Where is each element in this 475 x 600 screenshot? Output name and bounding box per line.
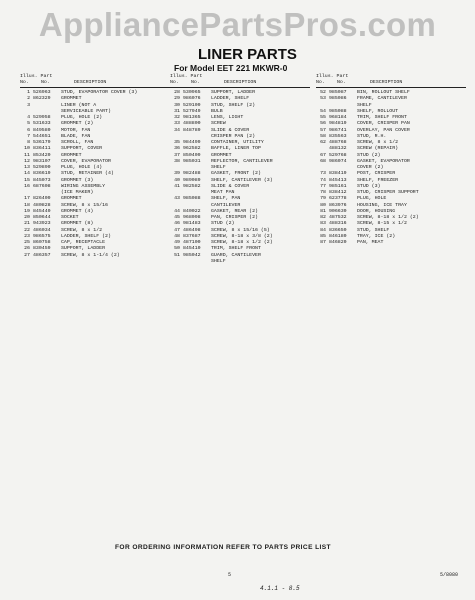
illus-number: 58	[320, 133, 326, 139]
part-description: SCREW, 8 x 1/2	[357, 140, 399, 145]
part-description: LINER (NOT A	[61, 102, 97, 108]
part-number: 962582	[183, 146, 201, 152]
part-number: 846180	[329, 233, 347, 239]
part-number: 836650	[329, 227, 347, 233]
part-description: SUPPORT, LADDER	[211, 90, 256, 95]
part-number: 863976	[329, 202, 347, 208]
illus-number: 14	[24, 171, 30, 177]
part-description: GROMMET (4)	[61, 208, 94, 214]
illus-number: 16	[24, 183, 30, 189]
illus-number: 87	[320, 240, 326, 245]
illus-number: 39	[174, 171, 180, 177]
illus-number: 74	[320, 177, 326, 183]
page-title: LINER PARTS	[198, 46, 297, 63]
part-number: 981483	[183, 221, 201, 227]
part-description: BIN, ROLLOUT SHELF	[357, 90, 410, 95]
part-number: 488316	[329, 221, 347, 227]
illus-number: 2	[27, 96, 30, 102]
ordering-note: FOR ORDERING INFORMATION REFER TO PARTS PRICE LIST	[115, 544, 331, 551]
illus-number: 23	[24, 233, 30, 239]
illus-number: 46	[174, 221, 180, 227]
part-number: 835563	[329, 133, 347, 139]
part-number: 529109	[183, 102, 201, 108]
part-description: SHELF	[211, 258, 226, 264]
part-description: GROMMET (2)	[61, 121, 94, 127]
part-number: 986575	[33, 233, 51, 239]
part-number: 488768	[329, 140, 347, 145]
column-header	[20, 74, 170, 87]
part-number: 982582	[183, 183, 201, 189]
illus-number: 56	[320, 121, 326, 127]
part-description: SHELF	[357, 102, 372, 108]
part-number: 623778	[329, 196, 347, 202]
part-number: 840022	[183, 208, 201, 214]
illus-number: 15	[24, 177, 30, 183]
part-description: CAP, RECEPTACLE	[61, 240, 106, 245]
illus-number: 38	[174, 158, 180, 164]
part-description: SHELF, PAN	[211, 196, 241, 202]
illus-number: 57	[320, 127, 326, 133]
illus-number: 47	[174, 227, 180, 233]
part-number: 853420	[33, 152, 51, 158]
part-number: 985042	[183, 252, 201, 258]
part-description: GASKET, EVAPORATOR	[357, 158, 410, 164]
part-description: STUD (2)	[357, 152, 381, 158]
header-no2: No.	[337, 80, 346, 85]
illus-number: 27	[24, 252, 30, 258]
illus-number: 21	[24, 221, 30, 227]
part-number: 984819	[329, 121, 347, 127]
part-description: GROMMET	[61, 196, 82, 202]
part-description: COVER, EVAPORATOR	[61, 158, 111, 164]
part-number: 486034	[33, 227, 51, 233]
part-number: 862329	[33, 96, 51, 102]
part-number: 845440	[33, 208, 51, 214]
part-number: 986076	[183, 96, 201, 102]
part-number: 985031	[183, 158, 201, 164]
illus-number: 73	[320, 171, 326, 177]
header-no2: No.	[191, 80, 200, 85]
illus-number: 29	[174, 96, 180, 102]
part-description: SCREW, 8-18 x 3/8 (2)	[211, 233, 273, 239]
part-number: 986074	[329, 158, 347, 164]
part-number: 836619	[33, 171, 51, 177]
part-number: 687608	[33, 183, 51, 189]
header-no2: No.	[41, 80, 50, 85]
illus-number: 81	[320, 208, 326, 214]
part-description: SCREW, 8 x 15/16 (5)	[211, 227, 270, 233]
part-number: 488800	[183, 121, 201, 127]
part-description: SUPPORT, COVER	[61, 146, 103, 152]
part-row	[170, 259, 310, 265]
header-no: No.	[316, 80, 325, 85]
part-description: LENS, LIGHT	[211, 115, 244, 120]
part-description: SCREW, 8 x 1/2	[61, 227, 103, 233]
part-description: BAFFLE, LINER TOP	[211, 146, 261, 152]
part-description: GASKET, FRONT (2)	[211, 171, 261, 177]
part-description: STUD, SHELF	[357, 227, 390, 233]
part-description: SHELF	[211, 165, 226, 170]
part-description: STUD (3)	[357, 183, 381, 189]
part-number: 968184	[329, 115, 347, 120]
part-number: 826409	[33, 196, 51, 202]
part-number: 981365	[183, 115, 201, 120]
part-number: 486498	[183, 227, 201, 233]
part-description: TRAY, ICE (2)	[357, 233, 396, 239]
part-number: 943923	[33, 221, 51, 227]
illus-number: 12	[24, 158, 30, 164]
illus-number: 62	[320, 140, 326, 145]
illus-number: 84	[320, 227, 326, 233]
part-description: SERVICEABLE PART)	[61, 108, 111, 114]
part-description: TRIM, SHELF FRONT	[357, 115, 407, 120]
header-illus: Illus. Part	[170, 74, 203, 79]
part-description: STUD, CRISPER SUPPORT	[357, 190, 419, 195]
part-description: POST, CRISPER	[357, 171, 396, 177]
part-number: 848789	[183, 127, 201, 133]
header-description: DESCRIPTION	[224, 80, 257, 85]
illus-number: 26	[24, 246, 30, 252]
part-description: FRAME, CANTILEVER	[357, 96, 407, 102]
part-description: CANTILEVER	[211, 202, 241, 208]
part-description: SCREW, 8-15 x 1/2	[357, 221, 407, 227]
illus-number: 54	[320, 108, 326, 114]
illus-number: 17	[24, 196, 30, 202]
parts-column-3	[316, 74, 466, 246]
handwritten-mark: 4.1.1 - 8.5	[260, 585, 300, 592]
part-number: 986741	[329, 127, 347, 133]
part-description: STUD (2)	[211, 221, 235, 227]
document-code: 5/8080	[440, 572, 459, 578]
illus-number: 50	[174, 246, 180, 252]
part-description: LADDER, SHELF (2)	[61, 233, 111, 239]
part-description: SHELF, FREEZER	[357, 177, 399, 183]
parts-column-1	[20, 74, 170, 259]
illus-number: 28	[174, 90, 180, 95]
part-description: DOOR, HOUSING	[357, 208, 396, 214]
illus-number: 6	[27, 127, 30, 133]
part-description: PLUG, HOLE	[357, 196, 387, 202]
part-number: 488132	[329, 146, 347, 152]
illus-number: 31	[174, 108, 180, 114]
part-description: REFLECTOR, CANTILEVER	[211, 158, 273, 164]
illus-number: 83	[320, 221, 326, 227]
part-number: 487100	[183, 240, 201, 245]
part-description: SCREW, 8-18 x 1/2 (2)	[357, 215, 419, 220]
illus-number: 25	[24, 240, 30, 245]
illus-number: 49	[174, 240, 180, 245]
illus-number: 11	[24, 152, 30, 158]
part-number: 526963	[33, 90, 51, 95]
illus-number: 67	[320, 152, 326, 158]
page-number: 5	[228, 572, 232, 578]
part-description: STUD, RETAINER (4)	[61, 171, 114, 177]
illus-number: 34	[174, 127, 180, 133]
part-number: 845413	[329, 177, 347, 183]
part-description: STUD, R.H.	[357, 133, 387, 139]
part-number: 906630	[329, 208, 347, 214]
part-description: MEAT PAN	[211, 190, 235, 195]
part-description: GASKET, REAR (2)	[211, 208, 258, 214]
column-header	[170, 74, 310, 87]
part-number: 850409	[183, 152, 201, 158]
illus-number: 13	[24, 165, 30, 170]
part-number: 846820	[329, 240, 347, 245]
part-description: PAN, CRISPER (2)	[211, 215, 258, 220]
part-number: 838412	[329, 190, 347, 195]
part-description: SCREW, 8 x 1-1/4 (2)	[61, 252, 120, 258]
part-number: 849580	[33, 127, 51, 133]
part-number: 531633	[33, 121, 51, 127]
header-description: DESCRIPTION	[74, 80, 107, 85]
part-number: 985087	[329, 90, 347, 95]
illus-number: 35	[174, 140, 180, 145]
illus-number: 37	[174, 152, 180, 158]
part-description: WIRING ASSEMBLY	[61, 183, 106, 189]
part-number: 984499	[183, 140, 201, 145]
part-number: 983107	[33, 158, 51, 164]
part-description: BULB	[211, 108, 223, 114]
illus-number: 36	[174, 146, 180, 152]
part-description: GROMMET (3)	[61, 177, 94, 183]
part-description: LADDER, SHELF	[211, 96, 250, 102]
illus-number: 3	[27, 102, 30, 108]
illus-number: 19	[24, 208, 30, 214]
illus-number: 78	[320, 190, 326, 195]
model-subtitle: For Model EET 221 MKWR-0	[174, 63, 288, 73]
watermark: AppliancePartsPros.com	[38, 6, 437, 43]
illus-number: 77	[320, 183, 326, 189]
illus-number: 10	[24, 146, 30, 152]
illus-number: 4	[27, 115, 30, 120]
part-description: GROMMET	[61, 152, 82, 158]
part-description: STUD, SHELF (2)	[211, 102, 256, 108]
illus-number: 68	[320, 158, 326, 164]
part-description: STUD, EVAPORATOR COVER (3)	[61, 90, 138, 95]
illus-number: 80	[320, 202, 326, 208]
part-description: OVERLAY, PAN COVER	[357, 127, 410, 133]
illus-number: 85	[320, 233, 326, 239]
part-description: GUARD, CANTILEVER	[211, 252, 261, 258]
illus-number: 51	[174, 252, 180, 258]
part-description: SCREW	[211, 121, 226, 127]
part-number: 985086	[329, 96, 347, 102]
illus-number: 32	[174, 115, 180, 120]
header-description: DESCRIPTION	[370, 80, 403, 85]
part-description: SCREW, 8-18 x 1/2 (2)	[211, 240, 273, 245]
illus-number: 20	[24, 215, 30, 220]
part-description: PLUG, HOLE (2)	[61, 115, 103, 120]
part-number: 529958	[33, 115, 51, 120]
part-number: 527949	[183, 108, 201, 114]
part-description: CRISPER PAN (2)	[211, 133, 256, 139]
part-description: SLIDE & COVER	[211, 183, 250, 189]
part-number: 529890	[33, 165, 51, 170]
illus-number: 52	[320, 90, 326, 95]
illus-number: 8	[27, 140, 30, 145]
part-number: 830459	[33, 246, 51, 252]
part-description: SHELF, CANTILEVER (3)	[211, 177, 273, 183]
part-number: 982488	[183, 171, 201, 177]
part-description: GROMMET (8)	[61, 221, 94, 227]
parts-column-2	[170, 74, 310, 265]
part-description: GROMMET	[61, 96, 82, 102]
part-number: 845073	[33, 177, 51, 183]
illus-number: 1	[27, 90, 30, 95]
header-no: No.	[170, 80, 179, 85]
part-number: 536179	[33, 140, 51, 145]
illus-number: 22	[24, 227, 30, 233]
column-header	[316, 74, 466, 87]
part-description: SLIDE & COVER	[211, 127, 250, 133]
illus-number: 79	[320, 196, 326, 202]
illus-number: 30	[174, 102, 180, 108]
part-description: SCROLL, FAN	[61, 140, 94, 145]
part-description: GROMMET	[211, 152, 232, 158]
part-number: 837687	[183, 233, 201, 239]
illus-number: 5	[27, 121, 30, 127]
part-number: 968098	[183, 215, 201, 220]
part-number: 845410	[183, 246, 201, 252]
illus-number: 55	[320, 115, 326, 120]
part-number: 850644	[33, 215, 51, 220]
illus-number: 40	[174, 177, 180, 183]
illus-number: 53	[320, 96, 326, 102]
part-number: 985088	[183, 196, 201, 202]
part-number: 530965	[183, 90, 201, 95]
part-number: 487532	[329, 215, 347, 220]
part-number: 529768	[329, 152, 347, 158]
illus-number: 45	[174, 215, 180, 220]
part-number: 480828	[33, 202, 51, 208]
part-description: PLUG, HOLE (4)	[61, 165, 103, 170]
part-description: COVER, CRISPER PAN	[357, 121, 410, 127]
header-no: No.	[20, 80, 29, 85]
part-number: 486357	[33, 252, 51, 258]
part-number: 860758	[33, 240, 51, 245]
header-illus: Illus. Part	[20, 74, 53, 79]
part-description: (ICE MAKER)	[61, 190, 94, 195]
part-number: 989089	[183, 177, 201, 183]
illus-number: 43	[174, 196, 180, 202]
part-number: 838419	[329, 171, 347, 177]
illus-number: 82	[320, 215, 326, 220]
part-description: SOCKET	[61, 215, 79, 220]
illus-number: 41	[174, 183, 180, 189]
part-number: 985161	[329, 183, 347, 189]
part-description: TRIM, SHELF FRONT	[211, 246, 261, 252]
illus-number: 48	[174, 233, 180, 239]
illus-number: 33	[174, 121, 180, 127]
illus-number: 7	[27, 133, 30, 139]
part-row	[316, 240, 466, 246]
part-description: HOUSING, ICE TRAY	[357, 202, 407, 208]
part-description: PAN, MEAT	[357, 240, 384, 245]
part-number: 836411	[33, 146, 51, 152]
part-description: SHELF, ROLLOUT	[357, 108, 399, 114]
part-number: 544651	[33, 133, 51, 139]
illus-number: 18	[24, 202, 30, 208]
part-number: 985088	[329, 108, 347, 114]
illus-number: 44	[174, 208, 180, 214]
part-description: MOTOR, FAN	[61, 127, 91, 133]
part-description: SCREW (REPAIR)	[357, 146, 399, 152]
part-description: BLADE, FAN	[61, 133, 91, 139]
part-description: CONTAINER, UTILITY	[211, 140, 264, 145]
part-description: COVER (2)	[357, 165, 384, 170]
part-row	[20, 253, 170, 259]
header-illus: Illus. Part	[316, 74, 349, 79]
part-description: SCREW, 8 x 15/16	[61, 202, 108, 208]
part-description: SUPPORT, LADDER	[61, 246, 106, 252]
